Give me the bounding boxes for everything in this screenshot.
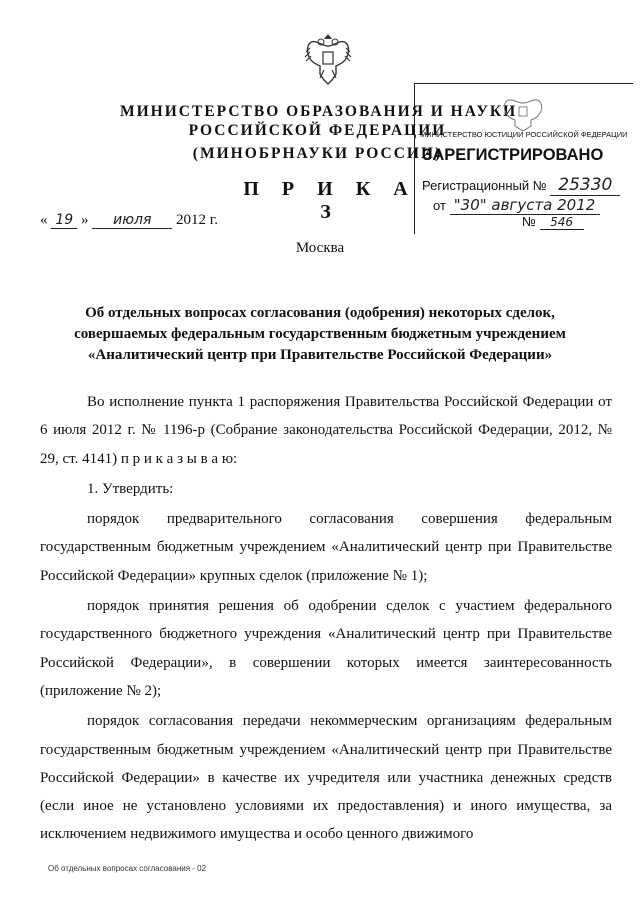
body-paragraph-4: порядок принятия решения об одобрении сделок с участием федерального государственного бюджетного учреждения «Аналитический центр при Правительстве Российской Федерации», в совершении которых имеется заинтересованность (приложение № 2);: [40, 598, 612, 699]
stamp-from-date: "30" августа 2012: [450, 196, 600, 215]
ministry-line-1: МИНИСТЕРСТВО ОБРАЗОВАНИЯ И НАУКИ: [120, 103, 518, 120]
date-close-quote: »: [81, 212, 89, 228]
body-paragraph-3: порядок предварительного согласования совершения федеральным государственным бюджетным учреждением «Аналитический центр при Правительстве Российской Федерации» крупных сделок (приложение № 1);: [40, 511, 612, 584]
document-type-title: П Р И К А З: [243, 178, 417, 223]
stamp-from-label: от: [433, 198, 446, 213]
order-heading: [40, 303, 600, 366]
date-open-quote: «: [40, 212, 48, 228]
city: Москва: [295, 240, 345, 256]
stamp-emblem-icon: [500, 92, 546, 132]
stamp-registration-date: [433, 196, 600, 215]
heading-line-2: совершаемых федеральным государственным бюджетным учреждением: [74, 326, 566, 342]
coat-of-arms-emblem: [302, 30, 354, 86]
date-year: 2012 г.: [176, 212, 218, 228]
stamp-status: ЗАРЕГИСТРИРОВАНО: [422, 146, 604, 164]
body-paragraph-2: 1. Утвердить:: [87, 480, 174, 497]
ministry-short-name: (МИНОБРНАУКИ РОССИИ): [192, 145, 443, 162]
stamp-reg-label: Регистрационный №: [422, 178, 547, 193]
ministry-line-2: РОССИЙСКОЙ ФЕДЕРАЦИИ: [188, 122, 447, 139]
body-paragraph-5: порядок согласования передачи некоммерческим организациям федеральным государственным бюджетным учреждением «Аналитический центр при Правительстве Российской Федерации» в качестве их учредителя или участника денежных средств (если иное не установлено условиями их предоставления) и иного имущества, за исключением недвижимого имущества и особо ценного движимого: [40, 713, 612, 843]
stamp-authority: МИНИСТЕРСТВО ЮСТИЦИИ РОССИЙСКОЙ ФЕДЕРАЦИИ: [420, 130, 628, 139]
order-body: [40, 388, 612, 851]
date-day: 19: [51, 212, 77, 229]
stamp-no-value: 546: [540, 215, 584, 230]
page-footer: Об отдельных вопросах согласования - 02: [48, 864, 207, 873]
stamp-number-row: [522, 214, 584, 230]
order-date: [40, 212, 218, 229]
date-month: июля: [92, 212, 172, 229]
stamp-registration-number: [422, 175, 620, 196]
heading-line-1: Об отдельных вопросах согласования (одобрения) некоторых сделок,: [85, 305, 555, 321]
stamp-no-label: №: [522, 214, 536, 229]
stamp-reg-number: 25330: [550, 175, 620, 196]
body-paragraph-1: Во исполнение пункта 1 распоряжения Правительства Российской Федерации от 6 июля 2012 г. № 1196-р (Собрание законодательства Российской Федерации, 2012, № 29, ст. 4141) п р и к а з ы в а ю:: [40, 394, 612, 467]
heading-line-3: «Аналитический центр при Правительстве Российской Федерации»: [87, 347, 553, 363]
